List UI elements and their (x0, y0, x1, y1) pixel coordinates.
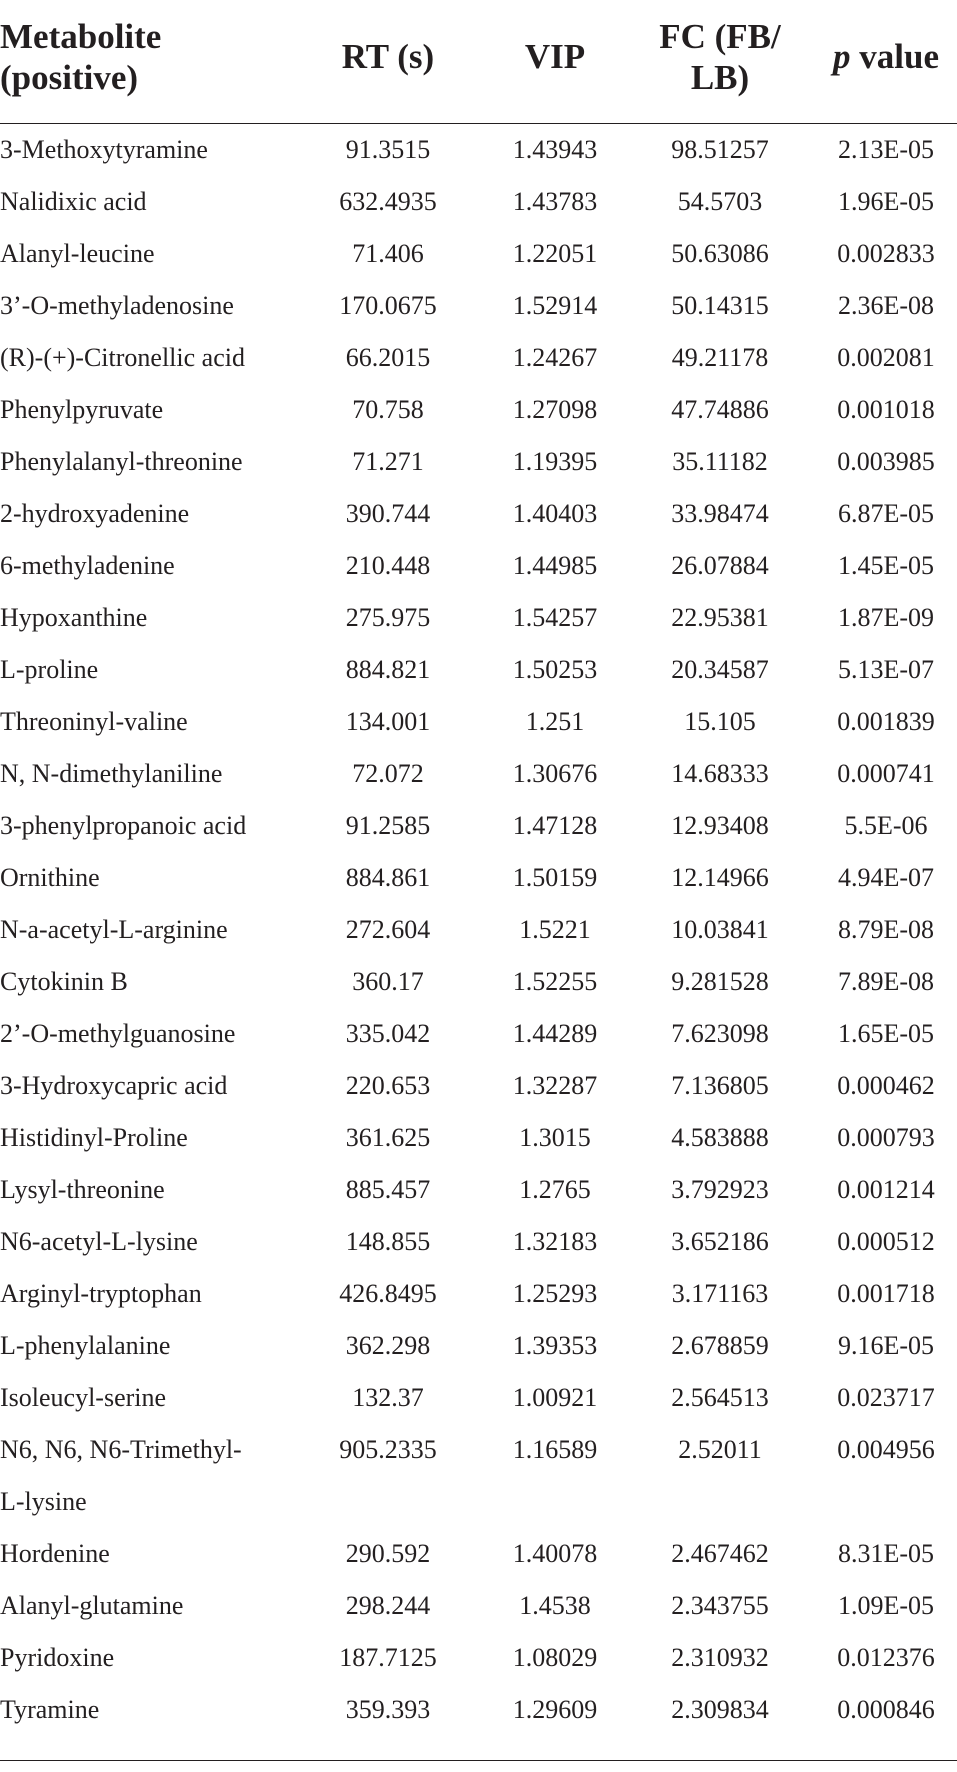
table-row (0, 1320, 957, 1372)
cell-metabolite: Lysyl-threonine (0, 1175, 165, 1204)
cell-rt: 905.2335 (339, 1435, 437, 1464)
cell-p-value: 0.000741 (837, 759, 935, 788)
cell-fc: 2.309834 (671, 1695, 769, 1724)
cell-metabolite: (R)-(+)-Citronellic acid (0, 343, 245, 372)
cell-rt: 362.298 (345, 1331, 431, 1360)
cell-metabolite: Hordenine (0, 1539, 110, 1568)
table-header (0, 0, 957, 123)
cell-rt: 132.37 (352, 1383, 424, 1412)
cell-p-value: 0.000512 (837, 1227, 935, 1256)
cell-vip: 1.44289 (512, 1019, 598, 1048)
cell-vip: 1.29609 (512, 1695, 598, 1724)
cell-p-value: 2.13E-05 (837, 135, 935, 164)
cell-fc: 12.93408 (671, 811, 769, 840)
bottom-rule (0, 1760, 957, 1761)
header-metabolite-line2: (positive) (0, 58, 139, 97)
cell-vip: 1.19395 (512, 447, 598, 476)
table-row (0, 1632, 957, 1684)
table-row (0, 488, 957, 540)
table-row (0, 1372, 957, 1424)
cell-metabolite: L-proline (0, 655, 99, 684)
cell-rt: 71.271 (352, 447, 424, 476)
table-body (0, 124, 957, 1736)
cell-p-value: 0.000462 (837, 1071, 935, 1100)
cell-vip: 1.4538 (519, 1591, 591, 1620)
cell-fc: 10.03841 (671, 915, 769, 944)
cell-fc: 7.136805 (671, 1071, 769, 1100)
cell-rt: 884.821 (345, 655, 431, 684)
cell-fc: 2.564513 (671, 1383, 769, 1412)
cell-vip: 1.3015 (519, 1123, 591, 1152)
cell-metabolite: Cytokinin B (0, 967, 128, 996)
cell-fc: 3.792923 (671, 1175, 769, 1204)
cell-rt: 210.448 (345, 551, 431, 580)
cell-rt: 335.042 (345, 1019, 431, 1048)
table-row (0, 1424, 957, 1528)
cell-vip: 1.50159 (512, 863, 598, 892)
cell-metabolite: L-phenylalanine (0, 1331, 171, 1360)
table-row (0, 280, 957, 332)
cell-fc: 2.467462 (671, 1539, 769, 1568)
cell-fc: 2.678859 (671, 1331, 769, 1360)
cell-fc: 12.14966 (671, 863, 769, 892)
cell-metabolite-cont: L-lysine (0, 1487, 87, 1516)
cell-metabolite: Histidinyl-Proline (0, 1123, 188, 1152)
cell-rt: 66.2015 (345, 343, 431, 372)
table-row (0, 540, 957, 592)
cell-vip: 1.32183 (512, 1227, 598, 1256)
cell-fc: 3.171163 (671, 1279, 769, 1308)
cell-p-value: 0.000793 (837, 1123, 935, 1152)
cell-p-value: 1.09E-05 (837, 1591, 935, 1620)
cell-metabolite: Ornithine (0, 863, 100, 892)
table-row (0, 124, 957, 176)
cell-p-value: 1.87E-09 (837, 603, 935, 632)
cell-rt: 290.592 (345, 1539, 431, 1568)
cell-fc: 3.652186 (671, 1227, 769, 1256)
cell-vip: 1.30676 (512, 759, 598, 788)
cell-fc: 98.51257 (671, 135, 769, 164)
cell-rt: 390.744 (345, 499, 431, 528)
table-row (0, 384, 957, 436)
cell-vip: 1.52255 (512, 967, 598, 996)
cell-p-value: 1.65E-05 (837, 1019, 935, 1048)
cell-p-value: 4.94E-07 (837, 863, 935, 892)
table-row (0, 1008, 957, 1060)
table-row (0, 436, 957, 488)
cell-p-value: 0.001018 (837, 395, 935, 424)
cell-metabolite: Isoleucyl-serine (0, 1383, 167, 1412)
cell-rt: 359.393 (345, 1695, 431, 1724)
cell-fc: 9.281528 (671, 967, 769, 996)
cell-p-value: 0.002081 (837, 343, 935, 372)
table-row (0, 748, 957, 800)
cell-rt: 360.17 (352, 967, 424, 996)
cell-fc: 26.07884 (671, 551, 769, 580)
cell-rt: 72.072 (352, 759, 424, 788)
cell-metabolite: Pyridoxine (0, 1643, 115, 1672)
header-p-italic: p (833, 37, 851, 76)
cell-vip: 1.43943 (512, 135, 598, 164)
cell-p-value: 0.002833 (837, 239, 935, 268)
cell-metabolite: Nalidixic acid (0, 187, 147, 216)
table-row (0, 1112, 957, 1164)
cell-vip: 1.47128 (512, 811, 598, 840)
cell-vip: 1.251 (525, 707, 585, 736)
cell-fc: 35.11182 (672, 447, 768, 476)
cell-rt: 426.8495 (339, 1279, 437, 1308)
cell-vip: 1.5221 (519, 915, 591, 944)
table-row (0, 1164, 957, 1216)
cell-vip: 1.22051 (512, 239, 598, 268)
cell-fc: 22.95381 (671, 603, 769, 632)
cell-p-value: 0.001214 (837, 1175, 935, 1204)
cell-rt: 361.625 (345, 1123, 431, 1152)
table-row (0, 696, 957, 748)
table-row (0, 800, 957, 852)
cell-fc: 2.52011 (678, 1435, 762, 1464)
cell-vip: 1.16589 (512, 1435, 598, 1464)
cell-p-value: 7.89E-08 (837, 967, 935, 996)
header-rt: RT (s) (341, 37, 435, 76)
table-row (0, 1580, 957, 1632)
cell-p-value: 2.36E-08 (837, 291, 935, 320)
cell-p-value: 0.000846 (837, 1695, 935, 1724)
cell-metabolite: N6, N6, N6-Trimethyl- (0, 1435, 242, 1464)
cell-metabolite: Threoninyl-valine (0, 707, 188, 736)
cell-rt: 71.406 (352, 239, 424, 268)
header-p-rest: value (850, 37, 939, 76)
table-row (0, 592, 957, 644)
cell-rt: 134.001 (345, 707, 431, 736)
cell-vip: 1.08029 (512, 1643, 598, 1672)
table-row (0, 1684, 957, 1736)
cell-fc: 7.623098 (671, 1019, 769, 1048)
cell-p-value: 0.003985 (837, 447, 935, 476)
cell-vip: 1.43783 (512, 187, 598, 216)
cell-rt: 298.244 (345, 1591, 431, 1620)
header-fc-line1: FC (FB/ (659, 17, 781, 56)
cell-vip: 1.54257 (512, 603, 598, 632)
cell-vip: 1.27098 (512, 395, 598, 424)
cell-p-value: 0.012376 (837, 1643, 935, 1672)
cell-rt: 220.653 (345, 1071, 431, 1100)
cell-p-value: 1.96E-05 (837, 187, 935, 216)
cell-rt: 272.604 (345, 915, 431, 944)
table-row (0, 1060, 957, 1112)
cell-p-value: 9.16E-05 (837, 1331, 935, 1360)
cell-metabolite: 6-methyladenine (0, 551, 175, 580)
cell-vip: 1.24267 (512, 343, 598, 372)
cell-metabolite: Phenylalanyl-threonine (0, 447, 243, 476)
header-vip: VIP (524, 37, 586, 76)
cell-fc: 50.63086 (671, 239, 769, 268)
header-p-value (786, 36, 957, 77)
cell-p-value: 1.45E-05 (837, 551, 935, 580)
cell-p-value: 8.31E-05 (837, 1539, 935, 1568)
cell-metabolite: Alanyl-glutamine (0, 1591, 184, 1620)
table-row (0, 228, 957, 280)
cell-metabolite: 2’-O-methylguanosine (0, 1019, 236, 1048)
cell-rt: 170.0675 (339, 291, 437, 320)
cell-p-value: 6.87E-05 (837, 499, 935, 528)
cell-fc: 4.583888 (671, 1123, 769, 1152)
cell-vip: 1.25293 (512, 1279, 598, 1308)
header-fc-line2: LB) (690, 58, 750, 97)
cell-vip: 1.00921 (512, 1383, 598, 1412)
cell-metabolite: Alanyl-leucine (0, 239, 155, 268)
cell-metabolite: 2-hydroxyadenine (0, 499, 190, 528)
cell-fc: 2.310932 (671, 1643, 769, 1672)
cell-metabolite: N-a-acetyl-L-arginine (0, 915, 228, 944)
cell-fc: 49.21178 (671, 343, 769, 372)
cell-fc: 47.74886 (671, 395, 769, 424)
cell-fc: 20.34587 (671, 655, 769, 684)
cell-vip: 1.2765 (519, 1175, 591, 1204)
cell-metabolite: N, N-dimethylaniline (0, 759, 223, 788)
cell-fc: 2.343755 (671, 1591, 769, 1620)
cell-rt: 70.758 (352, 395, 424, 424)
cell-p-value: 0.023717 (837, 1383, 935, 1412)
table-row (0, 904, 957, 956)
cell-fc: 14.68333 (671, 759, 769, 788)
table-row (0, 1216, 957, 1268)
cell-metabolite: Arginyl-tryptophan (0, 1279, 202, 1308)
cell-rt: 187.7125 (339, 1643, 437, 1672)
cell-rt: 148.855 (345, 1227, 431, 1256)
cell-fc: 50.14315 (671, 291, 769, 320)
cell-rt: 91.2585 (345, 811, 431, 840)
table-row (0, 956, 957, 1008)
cell-vip: 1.32287 (512, 1071, 598, 1100)
cell-rt: 885.457 (345, 1175, 431, 1204)
header-metabolite (0, 16, 161, 98)
table-row (0, 852, 957, 904)
cell-vip: 1.50253 (512, 655, 598, 684)
cell-fc: 33.98474 (671, 499, 769, 528)
cell-metabolite: 3-phenylpropanoic acid (0, 811, 247, 840)
cell-p-value: 5.5E-06 (844, 811, 928, 840)
cell-fc: 54.5703 (677, 187, 763, 216)
cell-rt: 884.861 (345, 863, 431, 892)
header-metabolite-line1: Metabolite (0, 17, 162, 56)
cell-metabolite: 3’-O-methyladenosine (0, 291, 234, 320)
table-row (0, 332, 957, 384)
cell-p-value: 5.13E-07 (837, 655, 935, 684)
cell-p-value: 0.004956 (837, 1435, 935, 1464)
cell-rt: 91.3515 (345, 135, 431, 164)
cell-metabolite: 3-Methoxytyramine (0, 135, 208, 164)
table-row (0, 644, 957, 696)
cell-fc: 15.105 (684, 707, 756, 736)
cell-vip: 1.52914 (512, 291, 598, 320)
cell-metabolite: Phenylpyruvate (0, 395, 164, 424)
cell-rt: 275.975 (345, 603, 431, 632)
cell-vip: 1.40078 (512, 1539, 598, 1568)
table-row (0, 1528, 957, 1580)
cell-p-value: 0.001718 (837, 1279, 935, 1308)
cell-metabolite: N6-acetyl-L-lysine (0, 1227, 198, 1256)
table-row (0, 1268, 957, 1320)
table-row (0, 176, 957, 228)
cell-metabolite: Tyramine (0, 1695, 100, 1724)
cell-p-value: 8.79E-08 (837, 915, 935, 944)
cell-rt: 632.4935 (339, 187, 437, 216)
cell-metabolite: 3-Hydroxycapric acid (0, 1071, 228, 1100)
cell-p-value: 0.001839 (837, 707, 935, 736)
cell-vip: 1.44985 (512, 551, 598, 580)
cell-vip: 1.40403 (512, 499, 598, 528)
cell-vip: 1.39353 (512, 1331, 598, 1360)
cell-metabolite: Hypoxanthine (0, 603, 148, 632)
